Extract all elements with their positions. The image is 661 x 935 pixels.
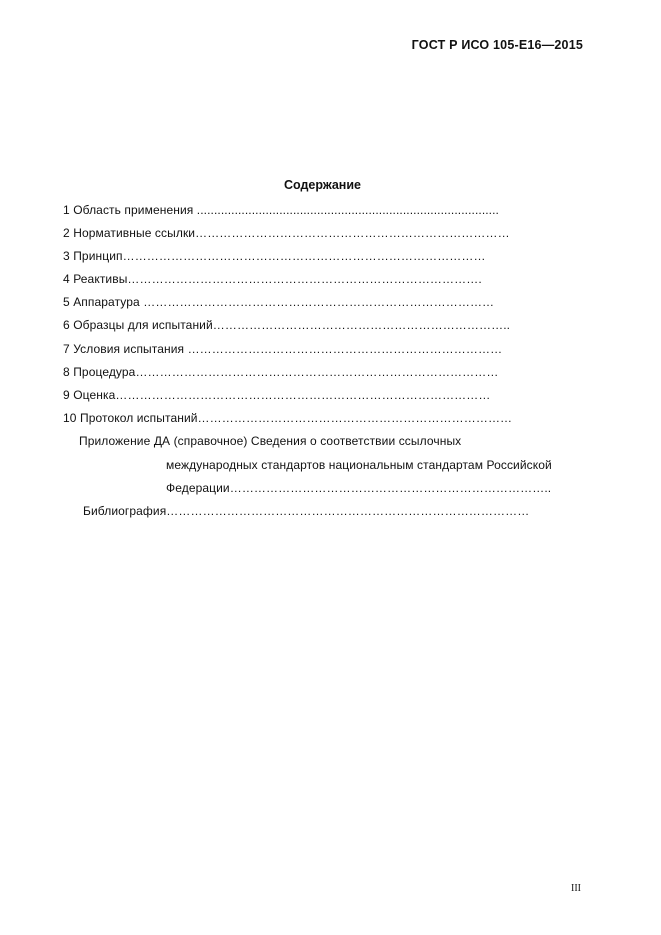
toc-appendix-line-3: Федерации…………………………………………………………………….. bbox=[166, 481, 552, 495]
toc-appendix-line-2: международных стандартов национальным стандартам Российской bbox=[166, 458, 552, 472]
toc-item-reagents: 4 Реактивы……………………………………………………………………………. bbox=[63, 272, 482, 286]
toc-item-normative-references: 2 Нормативные ссылки…………………………………………………………………… bbox=[63, 226, 510, 240]
toc-item-principle: 3 Принцип……………………………………………………………………………… bbox=[63, 249, 486, 263]
toc-appendix-line-1: Приложение ДА (справочное) Сведения о соответствии ссылочных bbox=[79, 434, 462, 448]
page-number: III bbox=[571, 883, 581, 894]
document-header-id: ГОСТ Р ИСО 105-Е16—2015 bbox=[411, 38, 583, 52]
toc-item-apparatus: 5 Аппаратура …………………………………………………………………………… bbox=[63, 295, 495, 309]
toc-item-scope: 1 Область применения ........................................................................................ bbox=[63, 203, 499, 217]
toc-item-test-report: 10 Протокол испытаний…………………………………………………………………… bbox=[63, 411, 513, 425]
toc-item-procedure: 8 Процедура……………………………………………………………………………… bbox=[63, 365, 499, 379]
toc-item-assessment: 9 Оценка………………………………………………………………………………… bbox=[63, 388, 491, 402]
toc-item-test-specimens: 6 Образцы для испытаний……………………………………………………………….. bbox=[63, 318, 511, 332]
contents-title: Содержание bbox=[283, 178, 361, 192]
toc-bibliography: Библиография……………………………………………………………………………… bbox=[83, 504, 530, 518]
toc-item-test-conditions: 7 Условия испытания …………………………………………………………………… bbox=[63, 342, 503, 356]
